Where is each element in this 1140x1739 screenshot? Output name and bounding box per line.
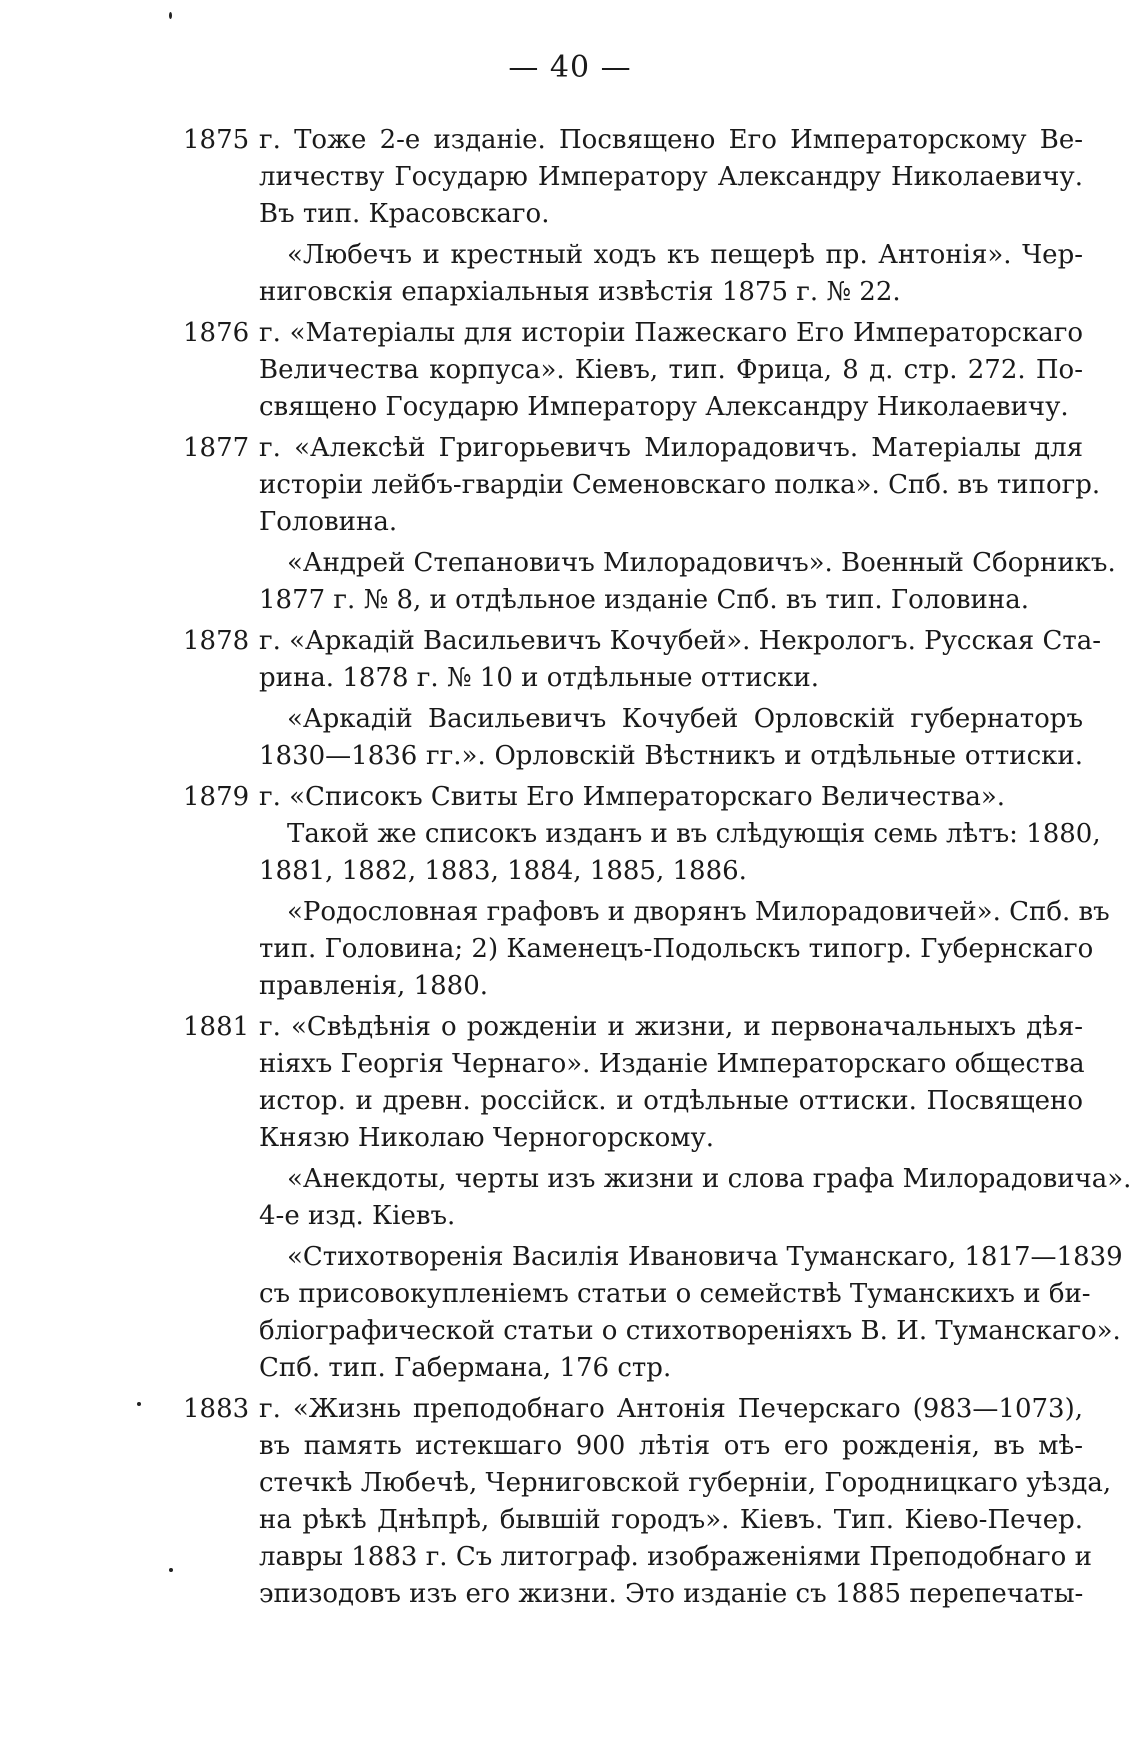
text-line: 1883 г. «Жизнь преподобнаго Антонія Печерскаго (983—1073), bbox=[183, 1391, 1083, 1428]
text-line: 1876 г. «Матеріалы для исторіи Пажескаго Его Императорскаго bbox=[183, 315, 1083, 352]
text-line: стечкѣ Любечѣ, Черниговской губерніи, Городницкаго уѣзда, bbox=[259, 1468, 1112, 1498]
text-line: «Стихотворенія Василія Ивановича Туманскаго, 1817—1839 bbox=[287, 1242, 1123, 1272]
text-line: въ память истекшаго 900 лѣтія отъ его рожденія, въ мѣ- bbox=[259, 1431, 1083, 1461]
year-label: 1879 bbox=[183, 782, 250, 812]
year-label: 1881 bbox=[183, 1012, 250, 1042]
text-line: священо Государю Императору Александру Николаевичу. bbox=[259, 392, 1069, 422]
text-line: правленія, 1880. bbox=[259, 971, 489, 1001]
text-line: личеству Государю Императору Александру Николаевичу. bbox=[259, 162, 1083, 192]
text-line: исторіи лейбъ-гвардіи Семеновскаго полка». Спб. въ типогр. bbox=[259, 470, 1101, 500]
text-line: 1879 г. «Списокъ Свиты Его Императорскаго Величества». bbox=[183, 779, 1083, 816]
text-line: «Любечъ и крестный ходъ къ пещерѣ пр. Антонія». Чер- bbox=[287, 240, 1083, 270]
speck-mark bbox=[169, 1568, 173, 1572]
text-line: эпизодовъ изъ его жизни. Это изданіе съ 1885 перепечаты- bbox=[259, 1579, 1084, 1609]
text-line: «Андрей Степановичъ Милорадовичъ». Военный Сборникъ. bbox=[287, 548, 1116, 578]
text-line: «Анекдоты, черты изъ жизни и слова графа Милорадовича». bbox=[287, 1164, 1132, 1194]
text-line: Въ тип. Красовскаго. bbox=[259, 199, 550, 229]
text-line: 1875 г. Тоже 2-е изданіе. Посвящено Его Императорскому Ве- bbox=[183, 122, 1083, 159]
text-line: 4-е изд. Кіевъ. bbox=[259, 1201, 456, 1231]
text-line: тип. Головина; 2) Каменецъ-Подольскъ типогр. Губернскаго bbox=[259, 934, 1094, 964]
bibliography-text bbox=[183, 122, 1132, 1613]
year-label: 1878 bbox=[183, 626, 250, 656]
text-line: Головина. bbox=[259, 507, 398, 537]
text-line: Князю Николаю Черногорскому. bbox=[259, 1123, 715, 1153]
text-line: на рѣкѣ Днѣпрѣ, бывшій городъ». Кіевъ. Тип. Кіево-Печер. bbox=[259, 1505, 1083, 1535]
speck-mark bbox=[137, 1402, 141, 1406]
text-line: 1877 г. № 8, и отдѣльное изданіе Спб. въ тип. Головина. bbox=[259, 585, 1029, 615]
text-line: бліографической статьи о стихотвореніяхъ В. И. Туманскаго». bbox=[259, 1316, 1121, 1346]
text-line: 1881, 1882, 1883, 1884, 1885, 1886. bbox=[259, 856, 747, 886]
text-line: 1878 г. «Аркадій Васильевичъ Кочубей». Некрологъ. Русская Ста- bbox=[183, 623, 1083, 660]
year-label: 1877 bbox=[183, 433, 250, 463]
year-label: 1876 bbox=[183, 318, 250, 348]
text-line: рина. 1878 г. № 10 и отдѣльные оттиски. bbox=[259, 663, 819, 693]
text-line: Спб. тип. Габермана, 176 стр. bbox=[259, 1353, 672, 1383]
text-line: «Родословная графовъ и дворянъ Милорадовичей». Спб. въ bbox=[287, 897, 1110, 927]
page-number: — 40 — bbox=[508, 50, 632, 85]
text-line: ниговскія епархіальныя извѣстія 1875 г. № 22. bbox=[259, 277, 901, 307]
text-line: 1830—1836 гг.». Орловскій Вѣстникъ и отдѣльные оттиски. bbox=[259, 741, 1083, 771]
text-line: Величества корпуса». Кіевъ, тип. Фрица, 8 д. стр. 272. По- bbox=[259, 355, 1083, 385]
text-line: «Аркадій Васильевичъ Кочубей Орловскій губернаторъ bbox=[287, 704, 1083, 734]
year-label: 1875 bbox=[183, 125, 250, 155]
text-line: ніяхъ Георгія Чернаго». Изданіе Императорскаго общества bbox=[259, 1049, 1085, 1079]
text-line: 1881 г. «Свѣдѣнія о рожденіи и жизни, и первоначальныхъ дѣя- bbox=[183, 1009, 1083, 1046]
year-label: 1883 bbox=[183, 1394, 250, 1424]
text-line: съ присовокупленіемъ статьи о семействѣ Туманскихъ и би- bbox=[259, 1279, 1091, 1309]
text-line: Такой же списокъ изданъ и въ слѣдующія семь лѣтъ: 1880, bbox=[287, 819, 1101, 849]
text-line: 1877 г. «Алексѣй Григорьевичъ Милорадовичъ. Матеріалы для bbox=[183, 430, 1083, 467]
text-line: истор. и древн. россійск. и отдѣльные оттиски. Посвящено bbox=[259, 1086, 1083, 1116]
speck-mark bbox=[169, 12, 172, 19]
text-line: лавры 1883 г. Съ литограф. изображеніями Преподобнаго и bbox=[259, 1542, 1092, 1572]
